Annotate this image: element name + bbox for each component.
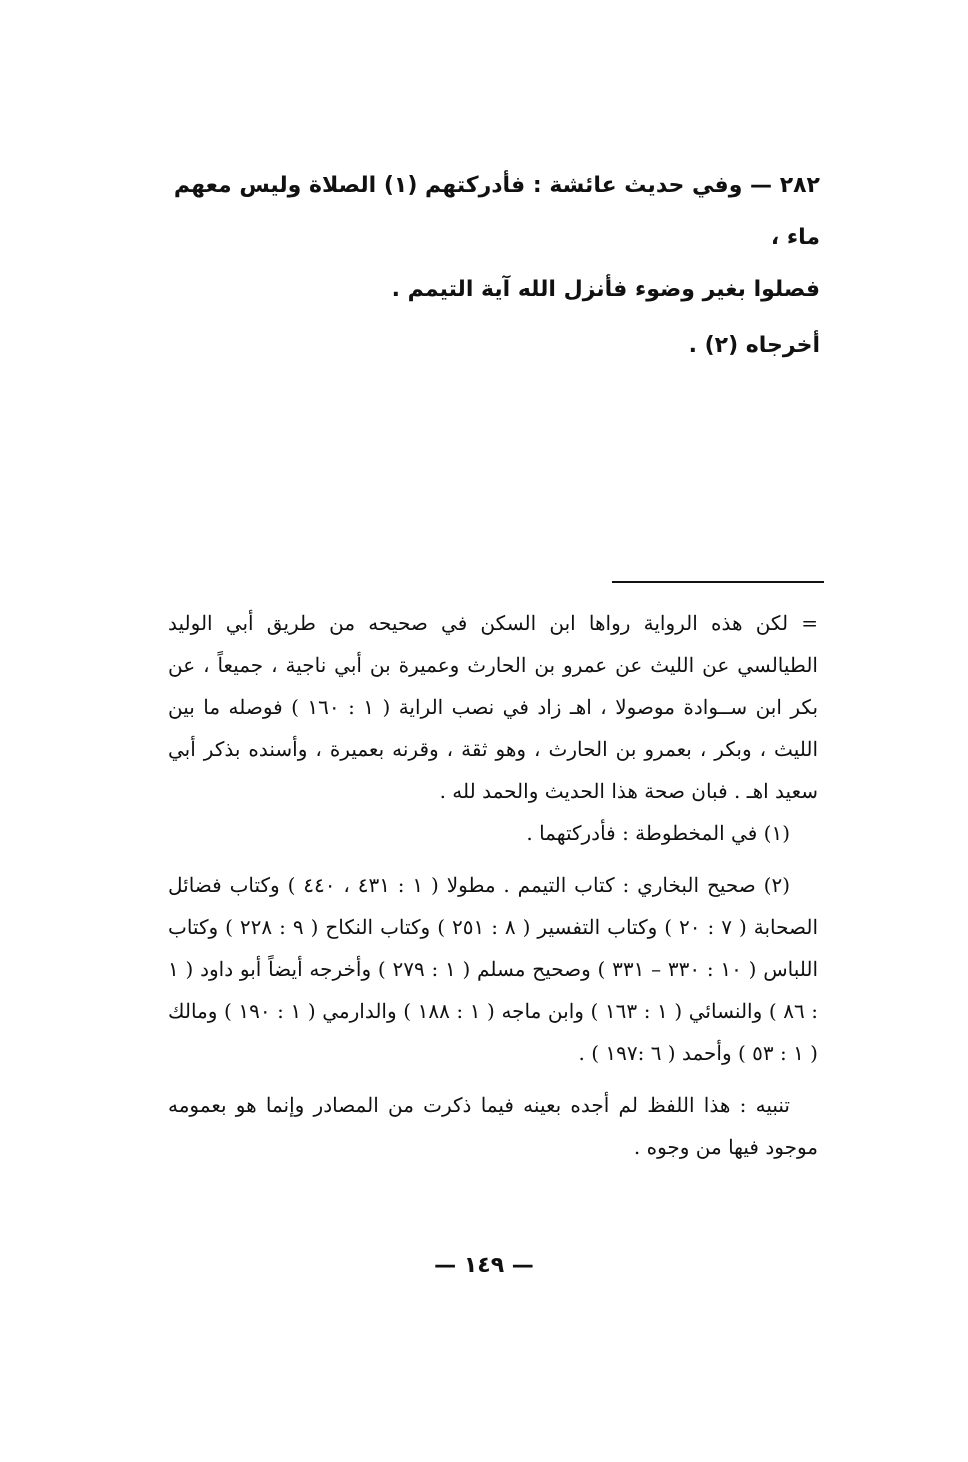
footnote-separator (612, 581, 824, 583)
footnotes (168, 602, 818, 1168)
footnote-1: (١) في المخطوطة : فأدركتهما . (526, 821, 790, 845)
takhrij-line: أخرجاه (٢) . (688, 333, 820, 358)
main-text (170, 160, 820, 372)
footnote-2: (٢) صحيح البخاري : كتاب التيمم . مطولا ( ١ : ٤٣١ ، ٤٤٠ ) وكتاب فضائل الصحابة ( ٧ : ٢٠ ) وكتاب التفسير ( ٨ : ٢٥١ ) وكتاب النكاح ( ٩ : ٢٢٨ ) وكتاب اللباس ( ١٠ : ٣٣٠ – ٣٣١ ) وصحيح مسلم ( ١ : ٢٧٩ ) وأخرجه أيضاً أبو داود ( ١ : ٨٦ ) والنسائي ( ١ : ١٦٣ ) وابن ماجه ( ١ : ١٨٨ ) والدارمي ( ١ : ١٩٠ ) ومالك ( ١ : ٥٣ ) وأحمد ( ٦ :١٩٧ ) . (168, 873, 819, 1065)
page-number: — ١٤٩ — (434, 1253, 534, 1278)
tanbih-note: تنبيه : هذا اللفظ لم أجده بعينه فيما ذكرت من المصادر وإنما هو بعمومه موجود فيها من وجوه . (168, 1093, 818, 1159)
hadith-line-1: ٢٨٢ — وفي حديث عائشة : فأدركتهم (١) الصلاة وليس معهم ماء ، (173, 173, 820, 250)
footnote-continuation: = لكن هذه الرواية رواها ابن السكن في صحيحه من طريق أبي الوليد الطيالسي عن الليث عن عمرو بن الحارث وعميرة بن أبي ناجية ، جميعاً ، عن بكر ابن ســوادة موصولا ، اهـ زاد في نصب الراية ( ١ : ١٦٠ ) فوصله ما بين الليث ، وبكر ، بعمرو بن الحارث ، وهو ثقة ، وقرنه بعميرة ، وأسنده بذكر أبي سعيد اهـ . فبان صحة هذا الحديث والحمد لله . (168, 611, 819, 803)
hadith-line-2: فصلوا بغير وضوء فأنزل الله آية التيمم . (391, 277, 820, 302)
